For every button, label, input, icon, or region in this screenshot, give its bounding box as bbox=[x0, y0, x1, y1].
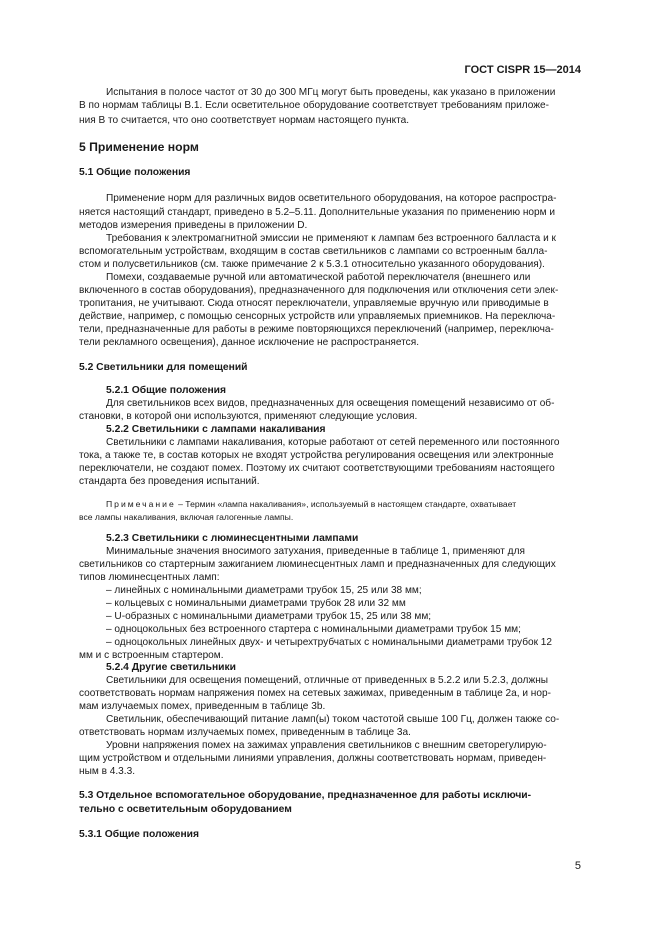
s51-p3-line: тропитания, не учитывают. Сюда относят переключатели, управляемые вручную или приводимые в bbox=[79, 298, 549, 309]
section-5-2-4-title: 5.2.4 Другие светильники bbox=[106, 662, 236, 673]
s524-p1-line: мам излучаемых помех, приведенным в таблице 3b. bbox=[79, 701, 326, 712]
section-5-2-title: 5.2 Светильники для помещений bbox=[79, 362, 248, 373]
note-line-2: все лампы накаливания, включая галогенные лампы. bbox=[79, 512, 294, 522]
s521-line: Для светильников всех видов, предназначенных для освещения помещений независимо от об- bbox=[106, 398, 555, 409]
s522-line: Светильники с лампами накаливания, которые работают от сетей переменного или постоянного bbox=[106, 437, 560, 448]
s524-p3-line: ным в 4.3.3. bbox=[79, 766, 135, 777]
list-item: – одноцокольных линейных двух- и четырехтрубчатых с номинальными диаметрами трубок 12 bbox=[106, 637, 553, 648]
section-5-3-title-line-2: тельно с осветительным оборудованием bbox=[79, 804, 292, 815]
note-line-1 bbox=[106, 498, 516, 510]
note-label: Примечание bbox=[106, 499, 176, 509]
s524-p2-line: Светильник, обеспечивающий питание ламп(ы) током частотой свыше 100 Гц, должен также со- bbox=[106, 714, 560, 725]
s524-p1-line: Светильники для освещения помещений, отличные от приведенных в 5.2.2 или 5.2.3, должны bbox=[106, 675, 549, 686]
section-5-3-1-title: 5.3.1 Общие положения bbox=[79, 829, 199, 840]
s523-line: типов люминесцентных ламп: bbox=[79, 572, 220, 583]
note-text: – Термин «лампа накаливания», используемый в настоящем стандарте, охватывает bbox=[175, 499, 517, 509]
section-5-2-3-title: 5.2.3 Светильники с люминесцентными лампами bbox=[106, 533, 359, 544]
list-item: – U-образных с номинальными диаметрами трубок 15, 25 или 38 мм; bbox=[106, 611, 432, 622]
s51-p3-line: действие, например, с помощью сенсорных устройств или управляемых приемников. На переключа- bbox=[79, 311, 556, 322]
s51-p2-line: Требования к электромагнитной эмиссии не применяют к лампам без встроенного балласта и к bbox=[106, 233, 556, 244]
s522-line: тока, а также те, в состав которых не входят устройства регулирования освещения или электронные bbox=[79, 450, 554, 461]
list-item: – кольцевых с номинальными диаметрами трубок 28 или 32 мм bbox=[106, 598, 406, 609]
document-header: ГОСТ CISPR 15—2014 bbox=[464, 64, 581, 76]
section-5-2-2-title: 5.2.2 Светильники с лампами накаливания bbox=[106, 424, 326, 435]
s522-line: стандарта без проведения испытаний. bbox=[79, 476, 260, 487]
section-5-1-title: 5.1 Общие положения bbox=[79, 167, 191, 178]
section-5-title: 5 Применение норм bbox=[79, 140, 199, 154]
s51-p1-line: методов измерения приведены в приложении D. bbox=[79, 220, 308, 231]
s51-p1-line: Применение норм для различных видов осветительного оборудования, на которое распростра- bbox=[106, 193, 557, 204]
intro-line-2: В по нормам таблицы В.1. Если осветительное оборудование соответствует требованиям приложе- bbox=[79, 100, 549, 111]
intro-line-1: Испытания в полосе частот от 30 до 300 МГц могут быть проведены, как указано в приложении bbox=[106, 87, 556, 98]
s523-line: светильников со стартерным зажиганием люминесцентных ламп и предназначенных для следующих bbox=[79, 559, 556, 570]
s521-line: становки, в которой они используются, применяют следующие условия. bbox=[79, 411, 418, 422]
s51-p3-line: тели, предназначенные для работы в режиме повторяющихся переключений (например, переключа- bbox=[79, 324, 554, 335]
s524-p2-line: ответствовать нормам излучаемых помех, приведенным в таблице 3а. bbox=[79, 727, 411, 738]
s51-p2-line: вспомогательным устройствам, входящим в состав светильников с лампами со встроенным балла- bbox=[79, 246, 548, 257]
s51-p3-line: тели рекламного освещения), данное исключение не распространяется. bbox=[79, 337, 420, 348]
s51-p3-line: включенного в состав оборудования), предназначенного для подключения или отключения сети элек- bbox=[79, 285, 559, 296]
s523-line: Минимальные значения вносимого затухания, приведенные в таблице 1, применяют для bbox=[106, 546, 525, 557]
list-item-tail: мм и с встроенным стартером. bbox=[79, 650, 224, 661]
section-5-2-1-title: 5.2.1 Общие положения bbox=[106, 385, 226, 396]
s51-p3-line: Помехи, создаваемые ручной или автоматической работой переключателя (внешнего или bbox=[106, 272, 531, 283]
section-5-3-title-line-1: 5.3 Отдельное вспомогательное оборудование, предназначенное для работы исключи- bbox=[79, 790, 532, 801]
s524-p3-line: Уровни напряжения помех на зажимах управления светильников с внешним светорегулирую- bbox=[106, 740, 547, 751]
s524-p3-line: щим устройством и отдельными линиями управления, должны соответствовать нормам, приведен- bbox=[79, 753, 547, 764]
page-number: 5 bbox=[574, 860, 581, 872]
s524-p1-line: соответствовать нормам напряжения помех на сетевых зажимах, приведенным в таблице 2а, и нор- bbox=[79, 688, 551, 699]
intro-line-3: ния В то считается, что оно соответствует нормам настоящего пункта. bbox=[79, 115, 410, 126]
list-item: – линейных с номинальными диаметрами трубок 15, 25 или 38 мм; bbox=[106, 585, 422, 596]
s51-p1-line: няется настоящий стандарт, приведено в 5.2–5.11. Дополнительные указания по применению норм и bbox=[79, 207, 556, 218]
list-item: – одноцокольных без встроенного стартера с номинальными диаметрами трубок 15 мм; bbox=[106, 624, 521, 635]
s522-line: переключатели, не создают помех. Поэтому их считают соответствующими требованиям настоящего bbox=[79, 463, 555, 474]
s51-p2-line: стом и полусветильников (см. также примечание 2 к 5.3.1 относительно указанного оборудования). bbox=[79, 259, 545, 270]
